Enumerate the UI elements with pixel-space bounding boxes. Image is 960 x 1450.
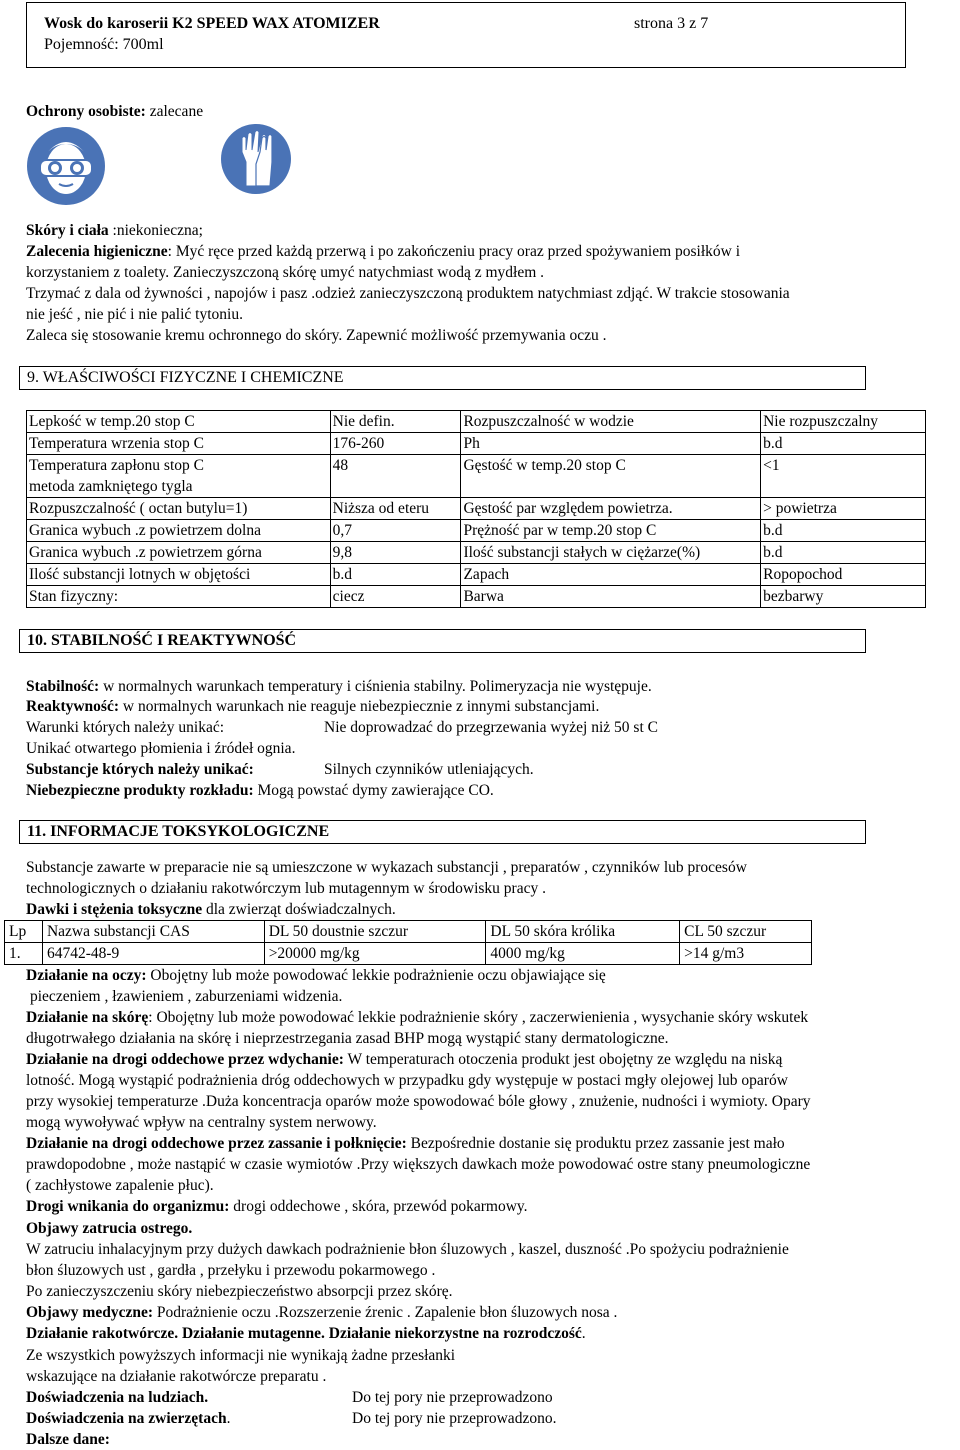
table-row [5,943,812,965]
page-number: strona 3 z 7 [634,15,709,32]
section-9-heading: 9. WŁAŚCIWOŚCI FIZYCZNE I CHEMICZNE [19,366,866,390]
toxic-doses-line: Dawki i stężenia toksyczne dla zwierząt doświadczalnych. [26,901,396,918]
aspiration-line-3: ( zachłystowe zapalenie płuc). [26,1177,214,1194]
hygiene-line-4: nie jeść , nie pić i nie palić tytoniu. [26,306,243,323]
skin-effect-line-2: długotrwałego działania na skórę i nieprzestrzegania zasad BHP mogą wystąpić stany dermatologiczne. [26,1030,669,1047]
avoid-substances-text: Silnych czynników utleniających. [324,761,534,778]
human-experiments-label: Doświadczenia na ludziach. [26,1389,209,1406]
animal-experiments-label: Doświadczenia na zwierzętach. [26,1410,231,1427]
table-row [27,542,926,564]
table-cell: Gęstość w temp.20 stop C [461,455,761,498]
table-cell: 9,8 [330,542,461,564]
table-header-cell: CL 50 szczur [680,921,812,943]
table-cell: > powietrza [761,498,926,520]
table-cell: Ph [461,433,761,455]
avoid-substances-label: Substancje których należy unikać: [26,761,254,778]
table-header-cell: Nazwa substancji CAS [42,921,264,943]
carcinogenic-line-2: Ze wszystkich powyższych informacji nie wynikają żadne przesłanki [26,1347,456,1364]
avoid-conditions-line-2: Unikać otwartego płomienia i źródeł ognia. [26,740,296,757]
table-cell: b.d [761,520,926,542]
acute-symptoms-heading: Objawy zatrucia ostrego. [26,1220,193,1237]
toxicity-table [4,920,812,965]
gloves-icon [220,122,292,196]
table-cell: bezbarwy [761,586,926,608]
table-cell: >20000 mg/kg [264,943,486,965]
table-cell: Granica wybuch .z powietrzem dolna [27,520,331,542]
medical-symptoms-line: Objawy medyczne: Podrażnienie oczu .Rozszerzenie źrenic . Zapalenie błon śluzowych nosa . [26,1304,618,1321]
animal-experiments-text: Do tej pory nie przeprowadzono. [352,1410,557,1427]
table-row [27,586,926,608]
table-row [27,498,926,520]
table-row [27,455,926,498]
table-cell: Rozpuszczalność ( octan butylu=1) [27,498,331,520]
table-cell: 1. [5,943,43,965]
inhalation-line-4: mogą wywoływać wpływ na centralny system nerwowy. [26,1114,377,1131]
table-cell: 4000 mg/kg [486,943,680,965]
table-cell: Gęstość par względem powietrza. [461,498,761,520]
table-cell: ciecz [330,586,461,608]
document-title: Wosk do karoserii K2 SPEED WAX ATOMIZER [44,15,380,32]
avoid-conditions-label: Warunki których należy unikać: [26,719,225,736]
routes-line: Drogi wnikania do organizmu: drogi oddechowe , skóra, przewód pokarmowy. [26,1198,528,1215]
table-header-cell: DL 50 skóra królika [486,921,680,943]
table-cell: Temperatura zapłonu stop C metoda zamkniętego tygla [27,455,331,498]
hygiene-line-3: Trzymać z dala od żywności , napojów i pasz .odzież zanieczyszczoną produktem natychmiast zdjąć. W trakcie stosowania [26,285,790,302]
table-row [27,433,926,455]
table-cell: Granica wybuch .z powietrzem górna [27,542,331,564]
acute-line-2: błon śluzowych ust , gardła , przełyku i przewodu pokarmowego . [26,1262,436,1279]
aspiration-line-1: Działanie na drogi oddechowe przez zassanie i połknięcie: Bezpośrednie dostanie się produktu przez zassanie jest mało [26,1135,785,1152]
aspiration-line-2: prawdopodobne , może nastąpić w czasie wymiotów .Przy większych dawkach może powodować ostre stany pneumologiczne [26,1156,811,1173]
skin-effect-line-1: Działanie na skórę: Obojętny lub może powodować lekkie podrażnienie skóry , zaczerwienienia , wysychanie skóry wskutek [26,1009,809,1026]
skin-protection: Skóry i ciała :niekonieczna; [26,222,203,239]
table-cell: Stan fizyczny: [27,586,331,608]
tox-intro-line-2: technologicznych o działaniu rakotwórczym lub mutagennym w środowisku pracy . [26,880,546,897]
table-row [27,564,926,586]
table-row [27,411,926,433]
table-cell: b.d [761,433,926,455]
eyes-effect-line-1: Działanie na oczy: Obojętny lub może powodować lekkie podrażnienie oczu objawiające się [26,967,606,984]
carcinogenic-line: Działanie rakotwórcze. Działanie mutagenne. Działanie niekorzystne na rozrodczość. [26,1325,586,1342]
table-cell: b.d [330,564,461,586]
table-cell: >14 g/m3 [680,943,812,965]
hygiene-line-5: Zaleca się stosowanie kremu ochronnego do skóry. Zapewnić możliwość przemywania oczu . [26,327,607,344]
inhalation-line-2: lotność. Mogą wystąpić podrażnienia dróg oddechowych w przypadku gdy występuje w postaci mgły olejowej lub oparów [26,1072,788,1089]
table-cell: Lepkość w temp.20 stop C [27,411,331,433]
protection-heading: Ochrony osobiste: zalecane [26,103,204,120]
table-cell: 176-260 [330,433,461,455]
decomposition-line: Niebezpieczne produkty rozkładu: Mogą powstać dymy zawierające CO. [26,782,494,799]
human-experiments-text: Do tej pory nie przeprowadzono [352,1389,553,1406]
table-header-cell: Lp [5,921,43,943]
table-cell: b.d [761,542,926,564]
table-cell: 48 [330,455,461,498]
further-data-label: Dalsze dane: [26,1431,110,1448]
table-cell: Ilość substancji stałych w ciężarze(%) [461,542,761,564]
table-header-row [5,921,812,943]
stability-line: Stabilność: w normalnych warunkach temperatury i ciśnienia stabilny. Polimeryzacja nie występuje. [26,678,652,695]
hygiene-line-1: Zalecenia higieniczne: Myć ręce przed każdą przerwą i po zakończeniu pracy oraz przed spożywaniem posiłków i [26,243,741,260]
table-cell: 0,7 [330,520,461,542]
acute-line-1: W zatruciu inhalacyjnym przy dużych dawkach podrażnienie błon śluzowych , kaszel, duszność .Po spożyciu podrażnienie [26,1241,789,1258]
product-volume: Pojemność: 700ml [44,36,164,53]
physical-properties-table [26,410,926,608]
acute-line-3: Po zanieczyszczeniu skóry niebezpieczeństwo absorpcji przez skórę. [26,1283,453,1300]
avoid-conditions-text: Nie doprowadzać do przegrzewania wyżej niż 50 st C [324,719,658,736]
carcinogenic-line-3: wskazujące na działanie rakotwórcze preparatu . [26,1368,327,1385]
tox-intro-line-1: Substancje zawarte w preparacie nie są umieszczone w wykazach substancji , preparatów , czynników lub procesów [26,859,747,876]
section-11-heading: 11. INFORMACJE TOKSYKOLOGICZNE [19,820,866,844]
table-cell: Nie rozpuszczalny [761,411,926,433]
table-cell: Rozpuszczalność w wodzie [461,411,761,433]
table-cell: Ropopochod [761,564,926,586]
header-box [26,2,906,68]
table-cell: <1 [761,455,926,498]
table-header-cell: DL 50 doustnie szczur [264,921,486,943]
table-cell: 64742-48-9 [42,943,264,965]
table-cell: Barwa [461,586,761,608]
goggles-icon [26,126,106,206]
table-cell: Ilość substancji lotnych w objętości [27,564,331,586]
eyes-effect-line-2: pieczeniem , łzawieniem , zaburzeniami widzenia. [30,988,343,1005]
section-10-heading: 10. STABILNOŚĆ I REAKTYWNOŚĆ [19,629,866,653]
reactivity-line: Reaktywność: w normalnych warunkach nie reaguje niebezpiecznie z innymi substancjami. [26,698,600,715]
inhalation-line-3: przy wysokiej temperaturze .Duża koncentracja oparów może spowodować bóle głowy , znużenie, nudności i wymioty. Opary [26,1093,811,1110]
table-cell: Prężność par w temp.20 stop C [461,520,761,542]
table-cell: Nie defin. [330,411,461,433]
table-cell: Zapach [461,564,761,586]
inhalation-line-1: Działanie na drogi oddechowe przez wdychanie: W temperaturach otoczenia produkt jest obojętny ze względu na niską [26,1051,783,1068]
table-cell: Niższa od eteru [330,498,461,520]
table-row [27,520,926,542]
hygiene-line-2: korzystaniem z toalety. Zanieczyszczoną skórę umyć natychmiast wodą z mydłem . [26,264,545,281]
table-cell: Temperatura wrzenia stop C [27,433,331,455]
